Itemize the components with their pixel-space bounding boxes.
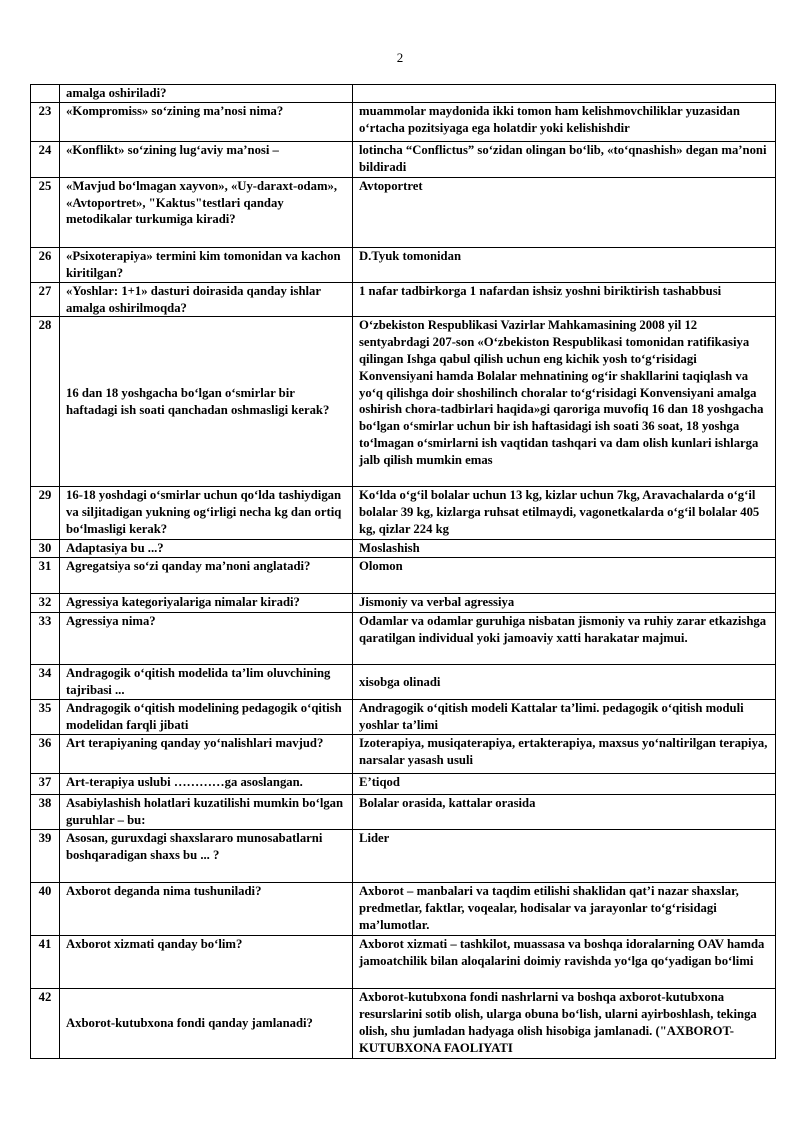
answer-cell [353,85,776,103]
question-cell: Art terapiyaning qanday yo‘nalishlari mavjud? [60,735,353,774]
table-row [31,141,776,177]
answer-cell: E’tiqod [353,774,776,795]
question-cell: Asosan, guruxdagi shaxslararo munosabatlarni boshqaradigan shaxs bu ... ? [60,830,353,883]
question-cell: amalga oshiriladi? [60,85,353,103]
row-number: 40 [31,883,60,936]
question-cell: Agressiya nima? [60,613,353,665]
table-row [31,735,776,774]
table-row [31,247,776,282]
question-cell: 16-18 yoshdagi o‘smirlar uchun qo‘lda tashiydigan va siljitadigan yukning og‘irligi necha kg dan ortiq bo‘lmasligi kerak? [60,487,353,540]
row-number: 36 [31,735,60,774]
row-number: 33 [31,613,60,665]
answer-cell: Izoterapiya, musiqaterapiya, ertakterapiya, maxsus yo‘naltirilgan terapiya, narsalar yasash usuli [353,735,776,774]
answer-cell: Axborot-kutubxona fondi nashrlarni va boshqa axborot-kutubxona resurslarini sotib olish, ularga obuna bo‘lish, ularni ayirboshlash, tekinga olish, shu jumladan hadyaga olish hisobiga jamlanadi. ("AXBOROT-KUTUBXONA FAOLIYATI [353,989,776,1059]
answer-cell: lotincha “Conflictus” so‘zidan olingan bo‘lib, «to‘qnashish» degan ma’noni bildiradi [353,141,776,177]
answer-cell: 1 nafar tadbirkorga 1 nafardan ishsiz yoshni biriktirish tashabbusi [353,282,776,317]
table-row [31,774,776,795]
table-row [31,558,776,594]
row-number: 31 [31,558,60,594]
row-number: 41 [31,936,60,989]
row-number: 38 [31,795,60,830]
table-row [31,830,776,883]
row-number: 32 [31,594,60,613]
page-number: 2 [396,50,404,65]
question-cell: Art-terapiya uslubi …………ga asoslangan. [60,774,353,795]
question-cell: Agressiya kategoriyalariga nimalar kiradi? [60,594,353,613]
question-cell: Axborot deganda nima tushuniladi? [60,883,353,936]
answer-cell: muammolar maydonida ikki tomon ham kelishmovchiliklar yuzasidan o‘rtacha pozitsiyaga ega holatdir yoki kelishishdir [353,102,776,141]
table-row [31,487,776,540]
row-number: 30 [31,540,60,558]
table-row [31,883,776,936]
table-row [31,989,776,1059]
question-cell: Adaptasiya bu ...? [60,540,353,558]
question-cell: Andragogik o‘qitish modelida ta’lim oluvchining tajribasi ... [60,665,353,700]
answer-cell: Andragogik o‘qitish modeli Kattalar ta’limi. pedagogik o‘qitish moduli yoshlar ta’limi [353,700,776,735]
row-number: 37 [31,774,60,795]
table-row [31,102,776,141]
table-row [31,317,776,487]
answer-cell: D.Tyuk tomonidan [353,247,776,282]
question-cell: 16 dan 18 yoshgacha bo‘lgan o‘smirlar bir haftadagi ish soati qanchadan oshmasligi kerak? [60,317,353,487]
answer-cell: Axborot – manbalari va taqdim etilishi shaklidan qat’i nazar shaxslar, predmetlar, faktlar, voqealar, hodisalar va jarayonlar to‘g‘risidagi ma’lumotlar. [353,883,776,936]
row-number: 42 [31,989,60,1059]
question-cell: Axborot-kutubxona fondi qanday jamlanadi? [60,989,353,1059]
answer-cell: O‘zbekiston Respublikasi Vazirlar Mahkamasining 2008 yil 12 sentyabrdagi 207-son «O‘zbekiston Respublikasi tomonidan ratifikasiya qilingan Ishga qabul qilish uchun eng kichik yosh to‘g‘risidagi Konvensiyani hamda Bolalar mehnatining og‘ir shakllarini taqiqlash va yo‘q qilishga doir shoshilinch choralar to‘g‘risidagi Konvensiyani amalga oshirish chora-tadbirlari haqida»gi qaroriga muvofiq 16 dan 18 yoshgacha bo‘lgan o‘smirlar uchun bir ish haftasidagi ish soati 36 soat, 18 yoshga to‘lmagan o‘smirlarni ish vaqtidan tashqari va dam olish kunlari ishlarga jalb qilish mumkin emas [353,317,776,487]
answer-cell: Odamlar va odamlar guruhiga nisbatan jismoniy va ruhiy zarar etkazishga qaratilgan individual yoki jamoaviy xatti harakatar majmui. [353,613,776,665]
answer-cell: Ko‘lda o‘g‘il bolalar uchun 13 kg, kizlar uchun 7kg, Aravachalarda o‘g‘il bolalar 39 kg, kizlarga ruhsat etilmaydi, vagonetkalarda o‘g‘il bolalar 405 kg, qizlar 224 kg [353,487,776,540]
row-number: 39 [31,830,60,883]
question-cell: «Kompromiss» so‘zining ma’nosi nima? [60,102,353,141]
row-number: 23 [31,102,60,141]
row-number: 28 [31,317,60,487]
table-row [31,936,776,989]
question-cell: «Psixoterapiya» termini kim tomonidan va kachon kiritilgan? [60,247,353,282]
answer-cell: Jismoniy va verbal agressiya [353,594,776,613]
answer-cell: xisobga olinadi [353,665,776,700]
question-cell: «Konflikt» so‘zining lug‘aviy ma’nosi – [60,141,353,177]
answer-cell: Lider [353,830,776,883]
table-row [31,85,776,103]
answer-cell: Olomon [353,558,776,594]
answer-cell: Avtoportret [353,177,776,247]
question-cell: «Mavjud bo‘lmagan xayvon», «Uy-daraxt-odam», «Avtoportret», "Kaktus"testlari qanday metodikalar turkumiga kiradi? [60,177,353,247]
answer-cell: Moslashish [353,540,776,558]
row-number [31,85,60,103]
row-number: 25 [31,177,60,247]
question-cell: Asabiylashish holatlari kuzatilishi mumkin bo‘lgan guruhlar – bu: [60,795,353,830]
table-row [31,594,776,613]
answer-cell: Bolalar orasida, kattalar orasida [353,795,776,830]
table-row [31,177,776,247]
question-cell: Agregatsiya so‘zi qanday ma’noni anglatadi? [60,558,353,594]
row-number: 35 [31,700,60,735]
question-cell: «Yoshlar: 1+1» dasturi doirasida qanday ishlar amalga oshirilmoqda? [60,282,353,317]
row-number: 29 [31,487,60,540]
row-number: 34 [31,665,60,700]
row-number: 24 [31,141,60,177]
qa-table [30,84,776,1059]
table-row [31,613,776,665]
question-cell: Andragogik o‘qitish modelining pedagogik o‘qitish modelidan farqli jibati [60,700,353,735]
row-number: 26 [31,247,60,282]
answer-cell: Axborot xizmati – tashkilot, muassasa va boshqa idoralarning OAV hamda jamoatchilik bilan aloqalarini doimiy ravishda yo‘lga qo‘yadigan bo‘limi [353,936,776,989]
table-row [31,665,776,700]
table-row [31,700,776,735]
table-row [31,795,776,830]
row-number: 27 [31,282,60,317]
table-row [31,540,776,558]
table-row [31,282,776,317]
question-cell: Axborot xizmati qanday bo‘lim? [60,936,353,989]
